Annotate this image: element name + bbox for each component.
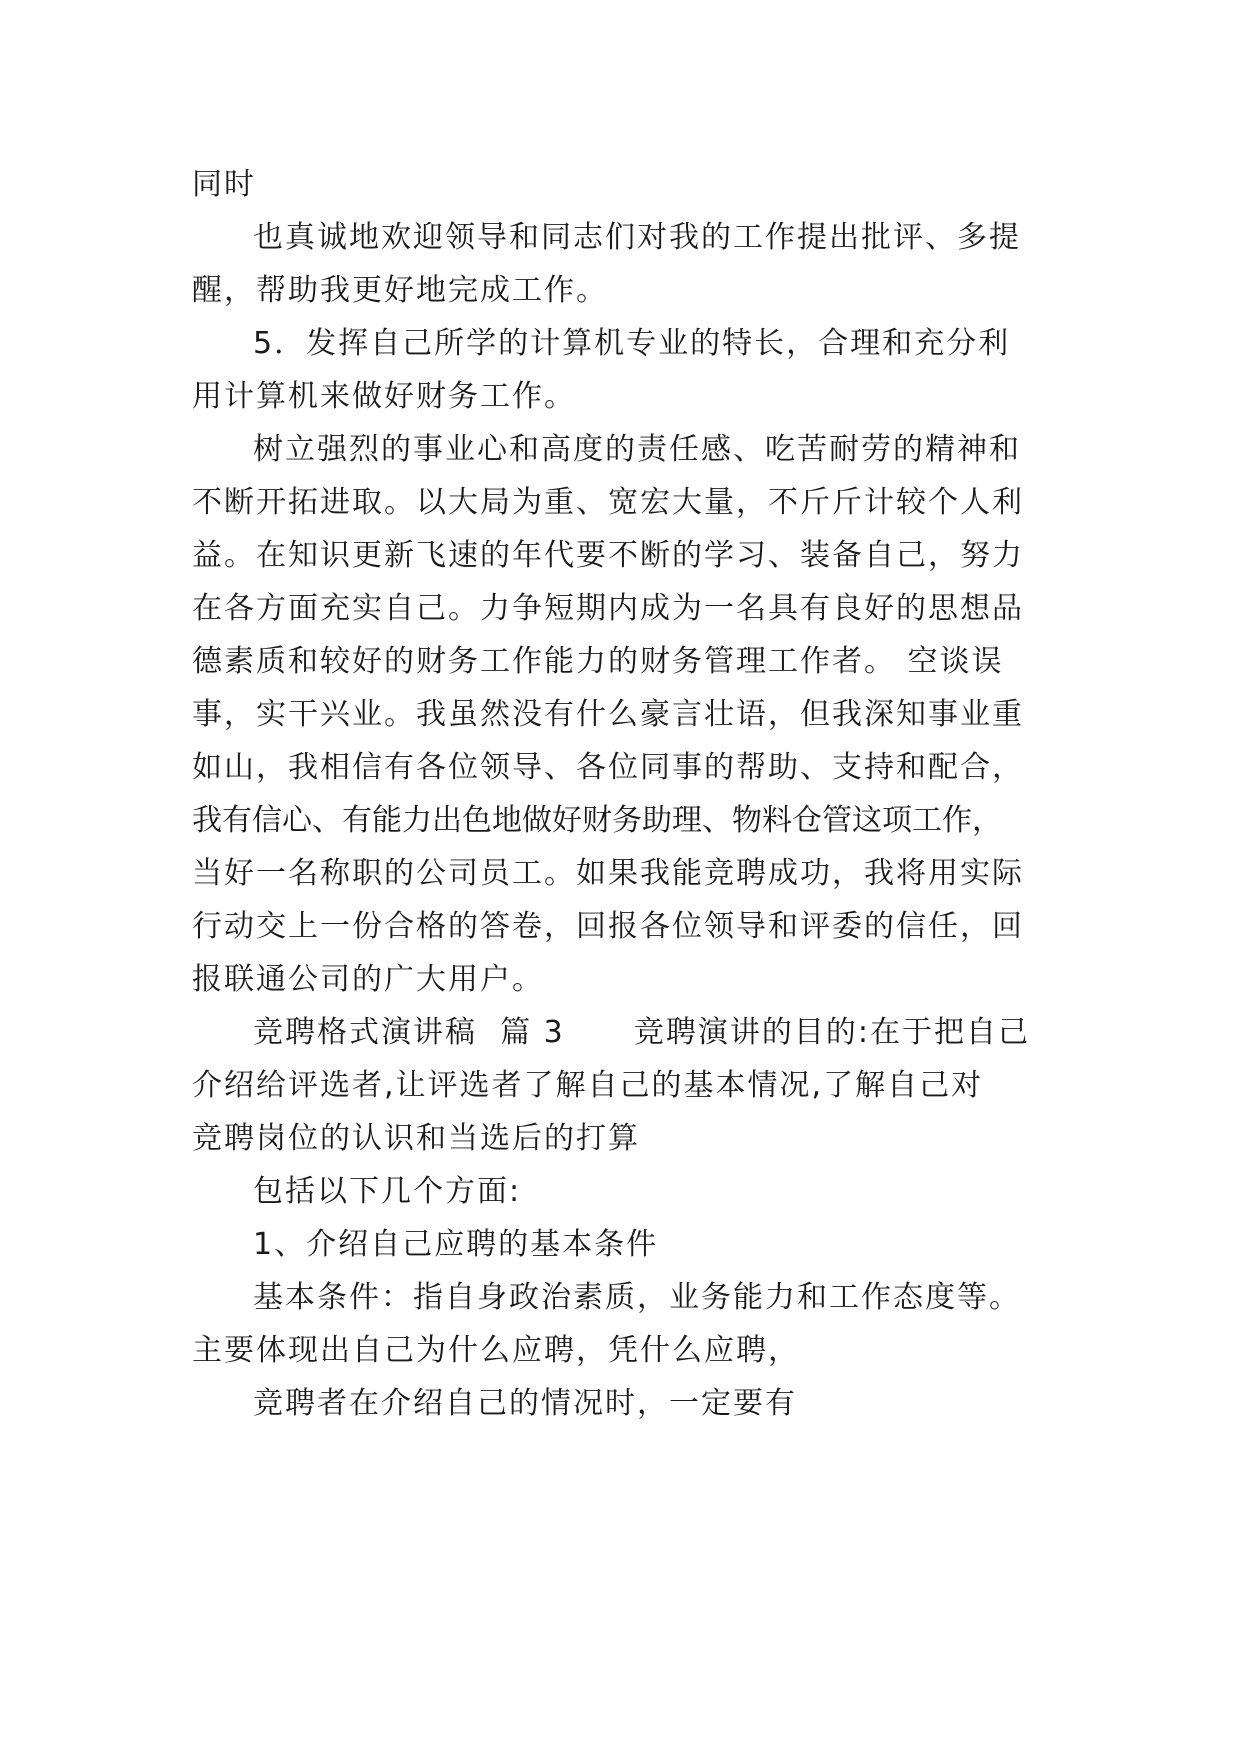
text-line: 介绍给评选者,让评选者了解自己的基本情况,了解自己对 <box>192 1068 984 1103</box>
paragraph-line: 树立强烈的事业心和高度的责任感、吃苦耐劳的精神和 <box>253 432 1021 467</box>
section-heading-line: 竞聘格式演讲稿 篇 3 竞聘演讲的目的:在于把自己 <box>253 1015 1031 1050</box>
text-line: 同时 <box>192 167 256 202</box>
text-line: 主要体现出自己为什么应聘，凭什么应聘， <box>192 1333 800 1368</box>
text-line: 竞聘岗位的认识和当选后的打算 <box>192 1121 640 1156</box>
text-line: 如山，我相信有各位领导、各位同事的帮助、支持和配合， <box>192 750 1024 785</box>
text-line: 行动交上一份合格的答卷，回报各位领导和评委的信任，回 <box>192 909 1024 944</box>
text-line: 德素质和较好的财务工作能力的财务管理工作者。 空谈误 <box>192 644 1004 679</box>
text-line: 不断开拓进取。以大局为重、宽宏大量，不斤斤计较个人利 <box>192 485 1024 520</box>
text-line: 我有信心、有能力出色地做好财务助理、物料仓管这项工作， <box>192 803 1002 838</box>
paragraph-line: 竞聘者在介绍自己的情况时，一定要有 <box>253 1386 797 1421</box>
paragraph-line: 包括以下几个方面: <box>253 1174 522 1209</box>
text-line: 醒，帮助我更好地完成工作。 <box>192 273 608 308</box>
paragraph-line: 5．发挥自己所学的计算机专业的特长，合理和充分利 <box>253 326 1011 361</box>
text-line: 当好一名称职的公司员工。如果我能竞聘成功，我将用实际 <box>192 856 1024 891</box>
list-item: 1、介绍自己应聘的基本条件 <box>253 1227 659 1262</box>
text-line: 事，实干兴业。我虽然没有什么豪言壮语，但我深知事业重 <box>192 697 1024 732</box>
text-line: 用计算机来做好财务工作。 <box>192 379 576 414</box>
paragraph-line: 也真诚地欢迎领导和同志们对我的工作提出批评、多提 <box>253 220 1021 255</box>
text-line: 益。在知识更新飞速的年代要不断的学习、装备自己，努力 <box>192 538 1024 573</box>
text-line: 在各方面充实自己。力争短期内成为一名具有良好的思想品 <box>192 591 1024 626</box>
text-line: 报联通公司的广大用户。 <box>192 962 544 997</box>
paragraph-line: 基本条件：指自身政治素质，业务能力和工作态度等。 <box>253 1280 1021 1315</box>
